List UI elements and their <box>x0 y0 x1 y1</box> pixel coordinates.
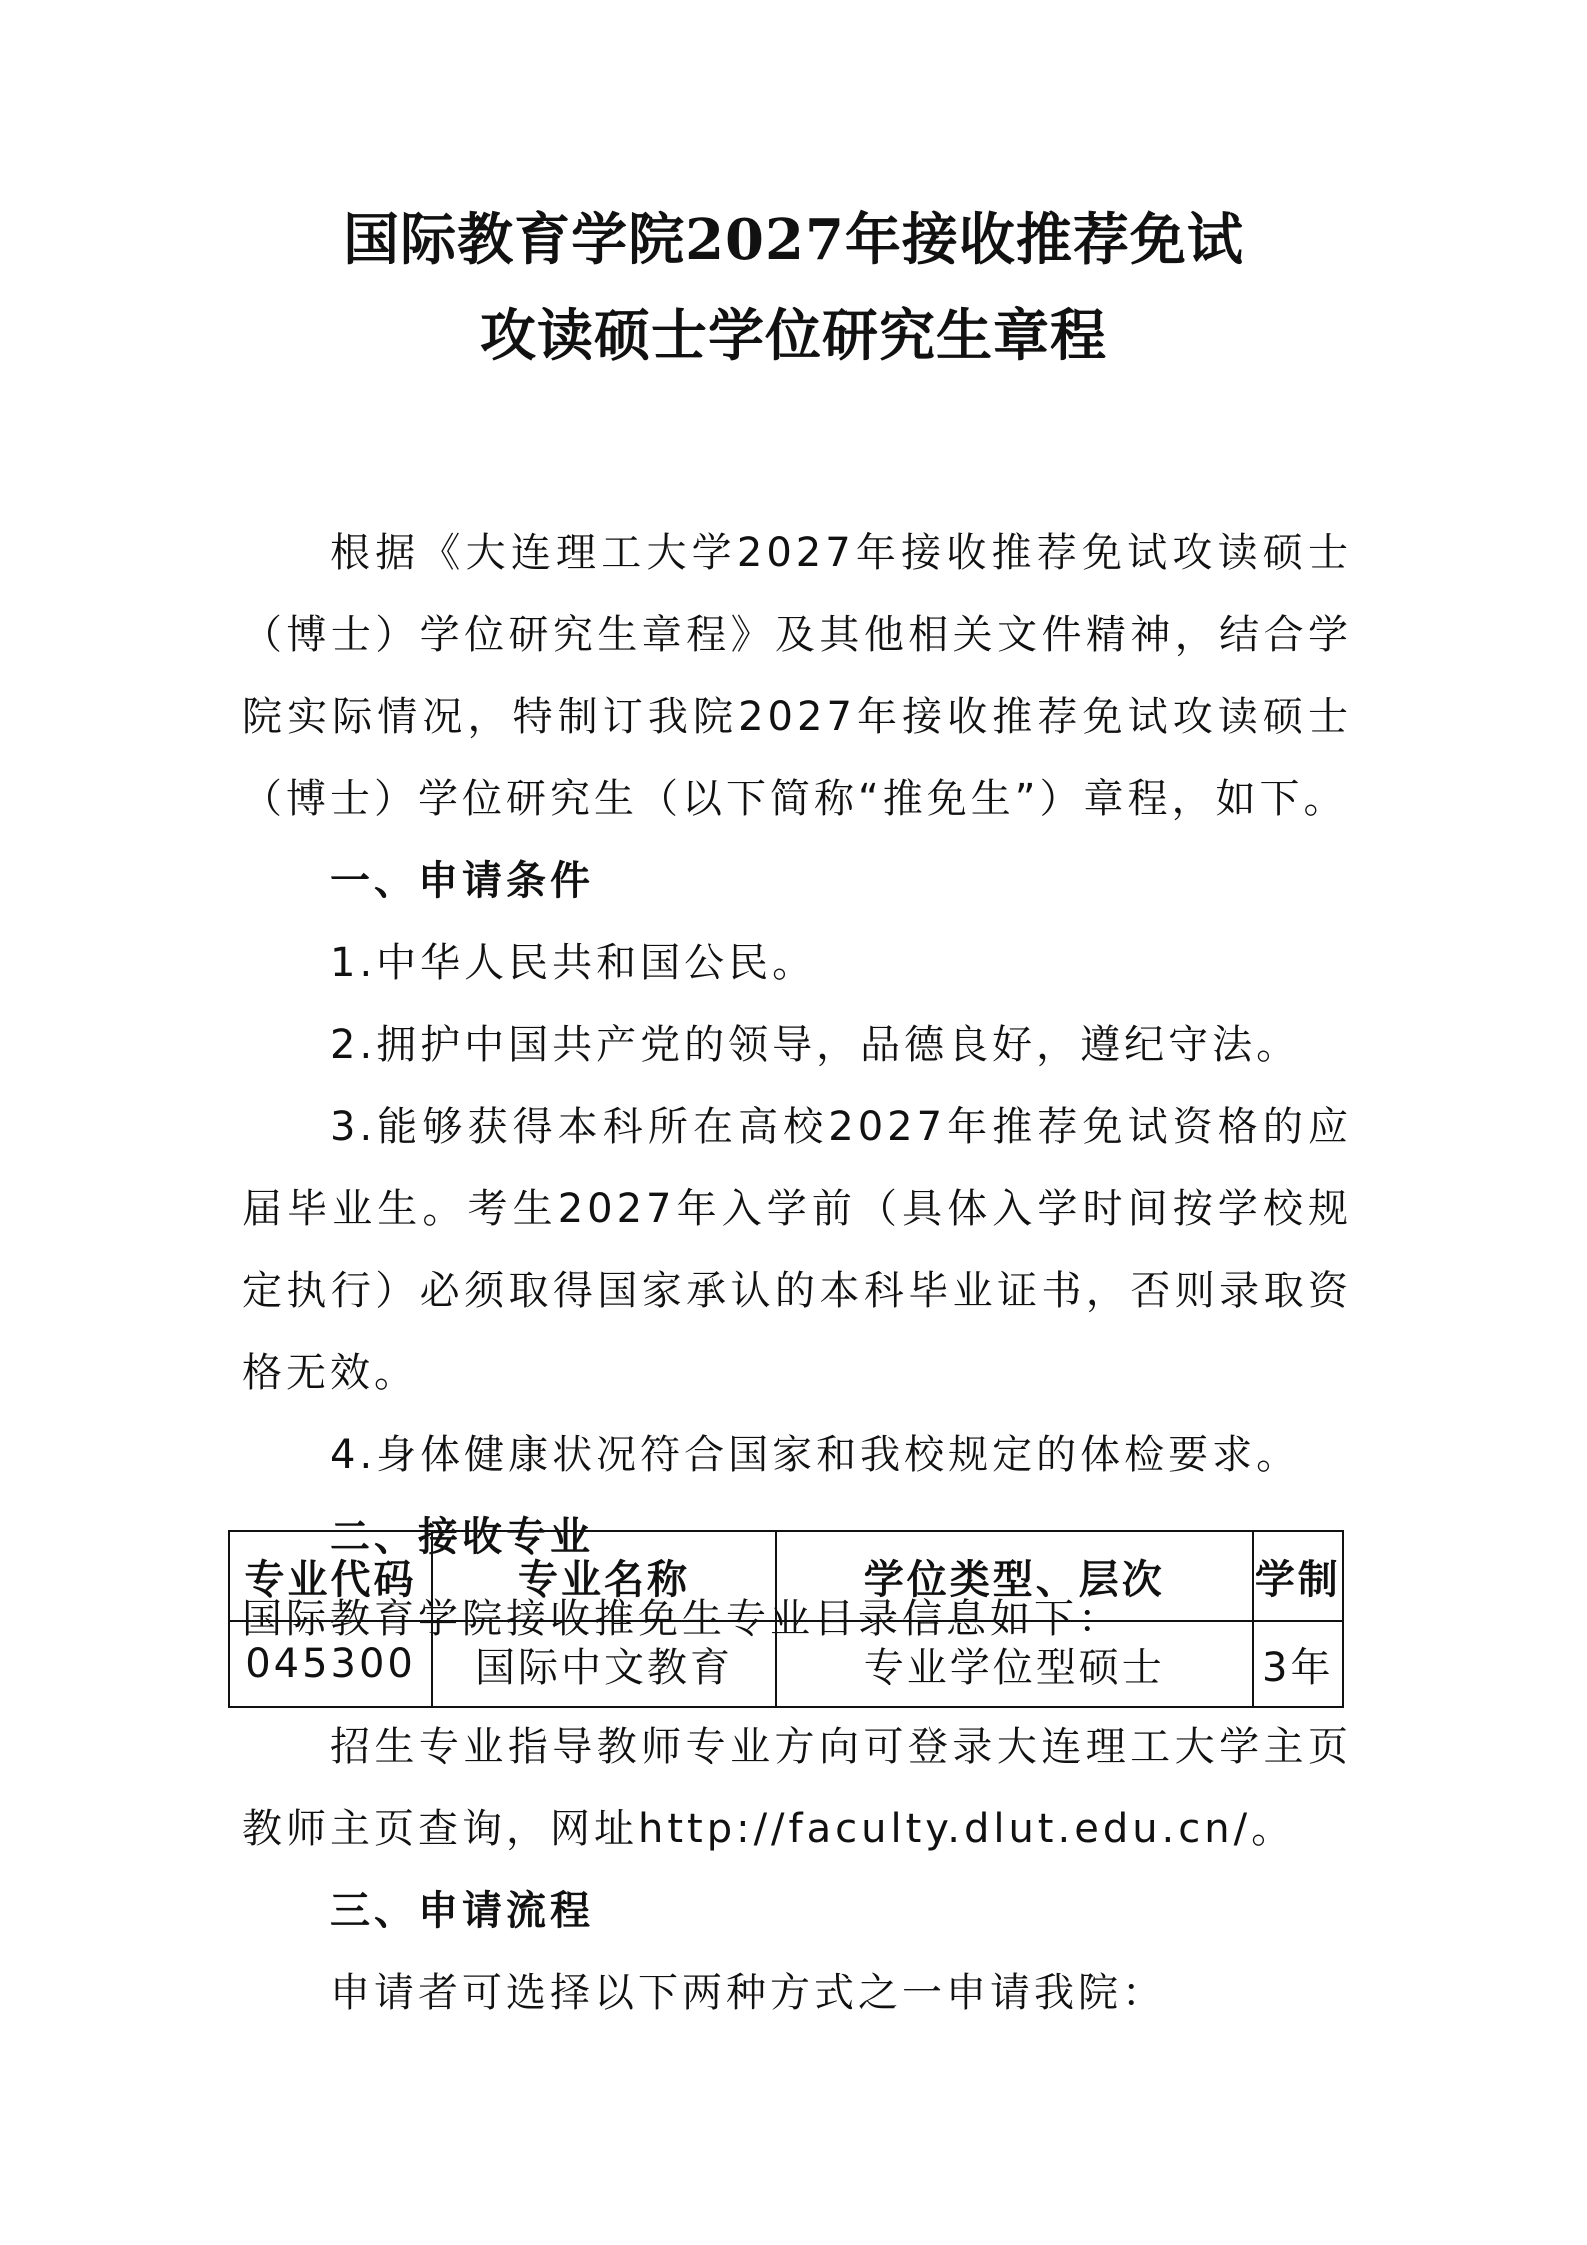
cell-degree-type: 专业学位型硕士 <box>776 1621 1253 1707</box>
faculty-note: 招生专业指导教师专业方向可登录大连理工大学主页教师主页查询，网址http://faculty.dlut.edu.cn/。 <box>242 1724 1352 1852</box>
condition-item: 1.中华人民共和国公民。 <box>330 940 817 986</box>
condition-item: 4.身体健康状况符合国家和我校规定的体检要求。 <box>330 1432 1301 1478</box>
header-major-code: 专业代码 <box>229 1531 432 1621</box>
cell-major-name: 国际中文教育 <box>432 1621 776 1707</box>
document-title-line2: 攻读硕士学位研究生章程 <box>480 303 1107 369</box>
document-body-bottom <box>242 1706 1352 2034</box>
header-degree-type: 学位类型、层次 <box>776 1531 1253 1621</box>
process-lead: 申请者可选择以下两种方式之一申请我院： <box>330 1970 1166 2016</box>
table-header-row <box>229 1531 1343 1621</box>
condition-item: 3.能够获得本科所在高校2027年推荐免试资格的应届毕业生。考生2027年入学前（具体入学时间按学校规定执行）必须取得国家承认的本科毕业证书，否则录取资格无效。 <box>242 1104 1352 1396</box>
intro-paragraph: 根据《大连理工大学2027年接收推荐免试攻读硕士（博士）学位研究生章程》及其他相关文件精神，结合学院实际情况，特制订我院2027年接收推荐免试攻读硕士（博士）学位研究生（以下简称“推免生”）章程，如下。 <box>242 530 1352 822</box>
cell-major-code: 045300 <box>229 1621 432 1707</box>
cell-duration: 3年 <box>1253 1621 1344 1707</box>
section-heading-conditions: 一、申请条件 <box>330 858 594 904</box>
condition-item: 2.拥护中国共产党的领导，品德良好，遵纪守法。 <box>330 1022 1301 1068</box>
document-body-top <box>242 512 1352 1660</box>
majors-table <box>228 1530 1344 1708</box>
section-heading-process: 三、申请流程 <box>330 1888 594 1934</box>
header-duration: 学制 <box>1253 1531 1344 1621</box>
document-title-line1: 国际教育学院2027年接收推荐免试 <box>343 207 1244 273</box>
section-heading-majors: 二、接收专业 <box>330 1514 594 1560</box>
majors-lead: 国际教育学院接收推免生专业目录信息如下： <box>242 1596 1122 1642</box>
header-major-name: 专业名称 <box>432 1531 776 1621</box>
table-row <box>229 1621 1343 1707</box>
